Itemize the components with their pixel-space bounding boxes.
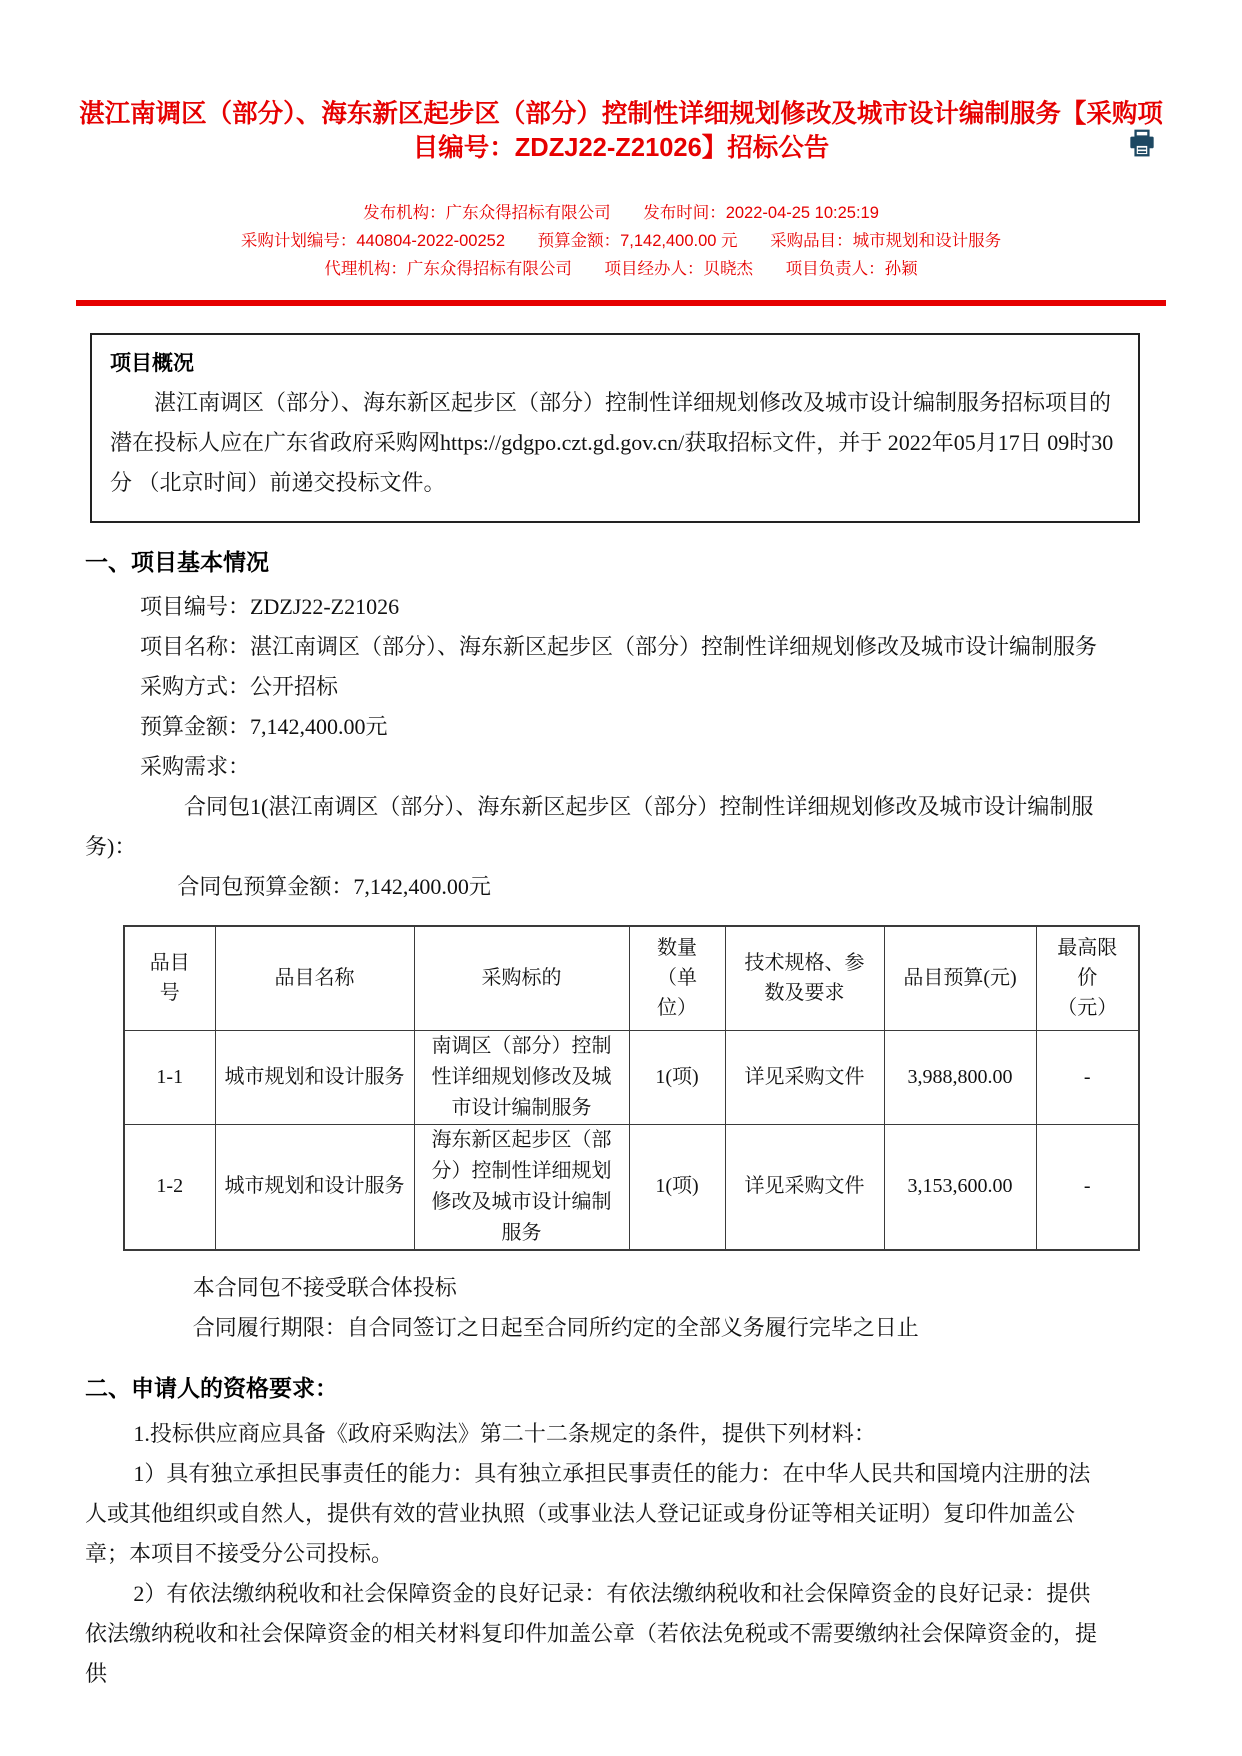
meta-category bbox=[770, 227, 1001, 255]
meta-label: 采购品目： bbox=[770, 232, 853, 250]
cell-price-cap: - bbox=[1036, 1124, 1139, 1250]
meta-label: 采购计划编号： bbox=[240, 232, 357, 250]
cell-quantity: 1(项) bbox=[629, 1124, 725, 1250]
header-price-cap: 最高限价（元） bbox=[1036, 926, 1139, 1030]
meta-agency bbox=[324, 255, 572, 283]
project-name-line: 项目名称：湛江南调区（部分）、海东新区起步区（部分）控制性详细规划修改及城市设计编制服务 bbox=[140, 634, 1098, 659]
meta-label: 发布时间： bbox=[643, 204, 726, 222]
header-spec: 技术规格、参数及要求 bbox=[725, 926, 884, 1030]
printer-icon bbox=[1128, 129, 1156, 157]
requirement-item-1: 1）具有独立承担民事责任的能力：具有独立承担民事责任的能力：在中华人民共和国境内注册的法人或其他组织或自然人，提供有效的营业执照（或事业法人登记证或身份证等相关证明）复印件加盖公章；本项目不接受分公司投标。 bbox=[85, 1460, 1091, 1566]
package-line: 合同包1(湛江南调区（部分）、海东新区起步区（部分）控制性详细规划修改及城市设计编制服务)： bbox=[85, 794, 1094, 859]
meta-row bbox=[76, 199, 1166, 227]
qualification-requirements bbox=[85, 1414, 1105, 1694]
cell-budget: 3,988,800.00 bbox=[884, 1030, 1036, 1124]
meta-value: 广东众得招标有限公司 bbox=[406, 260, 572, 278]
cell-spec: 详见采购文件 bbox=[725, 1030, 884, 1124]
meta-row bbox=[76, 255, 1166, 283]
requirement-item-2: 2）有依法缴纳税收和社会保障资金的良好记录：有依法缴纳税收和社会保障资金的良好记录：提供依法缴纳税收和社会保障资金的相关材料复印件加盖公章（若依法免税或不需要缴纳社会保障资金的，提供 bbox=[85, 1580, 1098, 1686]
document-body bbox=[85, 545, 1118, 1694]
table-row bbox=[124, 1030, 1139, 1124]
meta-publish-time bbox=[643, 199, 879, 227]
meta-label: 发布机构： bbox=[363, 204, 446, 222]
header-item-name: 品目名称 bbox=[215, 926, 414, 1030]
meta-value: 广东众得招标有限公司 bbox=[445, 204, 611, 222]
meta-manager bbox=[786, 255, 918, 283]
overview-heading: 项目概况 bbox=[110, 352, 194, 375]
header-subject: 采购标的 bbox=[414, 926, 629, 1030]
table-header-row bbox=[124, 926, 1139, 1030]
requirement-intro: 1.投标供应商应具备《政府采购法》第二十二条规定的条件，提供下列材料： bbox=[133, 1420, 876, 1446]
meta-budget bbox=[538, 227, 738, 255]
cell-spec: 详见采购文件 bbox=[725, 1124, 884, 1250]
meta-label: 项目经办人： bbox=[604, 260, 704, 278]
meta-label: 代理机构： bbox=[324, 260, 407, 278]
meta-block bbox=[76, 199, 1166, 283]
project-overview-box bbox=[90, 333, 1140, 523]
meta-handler bbox=[605, 255, 754, 283]
cell-item-name: 城市规划和设计服务 bbox=[215, 1124, 414, 1250]
header-budget: 品目预算(元) bbox=[884, 926, 1036, 1030]
red-divider bbox=[76, 300, 1166, 306]
contract-period-note: 合同履行期限：自合同签订之日起至合同所约定的全部义务履行完毕之日止 bbox=[192, 1314, 919, 1340]
cell-item-no: 1-1 bbox=[124, 1030, 215, 1124]
cell-subject: 南调区（部分）控制性详细规划修改及城市设计编制服务 bbox=[414, 1030, 629, 1124]
project-number-line: 项目编号：ZDZJ22-Z21026 bbox=[140, 594, 400, 619]
cell-subject: 海东新区起步区（部分）控制性详细规划修改及城市设计编制服务 bbox=[414, 1124, 629, 1250]
project-info bbox=[85, 587, 1105, 907]
section2-heading: 二、申请人的资格要求： bbox=[85, 1374, 338, 1401]
section1-heading: 一、项目基本情况 bbox=[85, 549, 269, 575]
meta-label: 项目负责人： bbox=[785, 260, 885, 278]
meta-publisher bbox=[363, 199, 611, 227]
meta-value: 7,142,400.00 元 bbox=[620, 232, 738, 250]
print-button[interactable] bbox=[1128, 129, 1156, 157]
budget-amount-line: 预算金额：7,142,400.00元 bbox=[140, 714, 388, 739]
meta-value: 440804-2022-00252 bbox=[356, 232, 505, 250]
cell-item-name: 城市规划和设计服务 bbox=[215, 1030, 414, 1124]
no-consortium-note: 本合同包不接受联合体投标 bbox=[192, 1274, 457, 1300]
header-quantity: 数量（单位） bbox=[629, 926, 725, 1030]
meta-value: 2022-04-25 10:25:19 bbox=[725, 204, 879, 222]
meta-value: 城市规划和设计服务 bbox=[852, 232, 1002, 250]
items-table bbox=[123, 925, 1140, 1251]
cell-quantity: 1(项) bbox=[629, 1030, 725, 1124]
meta-value: 孙颖 bbox=[884, 260, 918, 278]
header-item-no: 品目号 bbox=[124, 926, 215, 1030]
meta-row bbox=[76, 227, 1166, 255]
package-notes bbox=[85, 1268, 1105, 1348]
procurement-method-line: 采购方式：公开招标 bbox=[140, 674, 339, 699]
procurement-demand-line: 采购需求： bbox=[140, 754, 251, 779]
meta-plan-number bbox=[241, 227, 505, 255]
cell-budget: 3,153,600.00 bbox=[884, 1124, 1036, 1250]
meta-value: 贝晓杰 bbox=[703, 260, 753, 278]
meta-label: 预算金额： bbox=[537, 232, 621, 250]
overview-text: 湛江南调区（部分）、海东新区起步区（部分）控制性详细规划修改及城市设计编制服务招标项目的潜在投标人应在广东省政府采购网https://gdgpo.czt.gd.gov.cn/获取招标文件，并于 2022年05月17日 09时30分 （北京时间）前递交投标文件。 bbox=[110, 390, 1114, 495]
package-budget-line: 合同包预算金额：7,142,400.00元 bbox=[177, 874, 491, 899]
page-title: 湛江南调区（部分）、海东新区起步区（部分）控制性详细规划修改及城市设计编制服务【采购项目编号：ZDZJ22-Z21026】招标公告 bbox=[79, 100, 1163, 162]
cell-item-no: 1-2 bbox=[124, 1124, 215, 1250]
cell-price-cap: - bbox=[1036, 1030, 1139, 1124]
table-row bbox=[124, 1124, 1139, 1250]
